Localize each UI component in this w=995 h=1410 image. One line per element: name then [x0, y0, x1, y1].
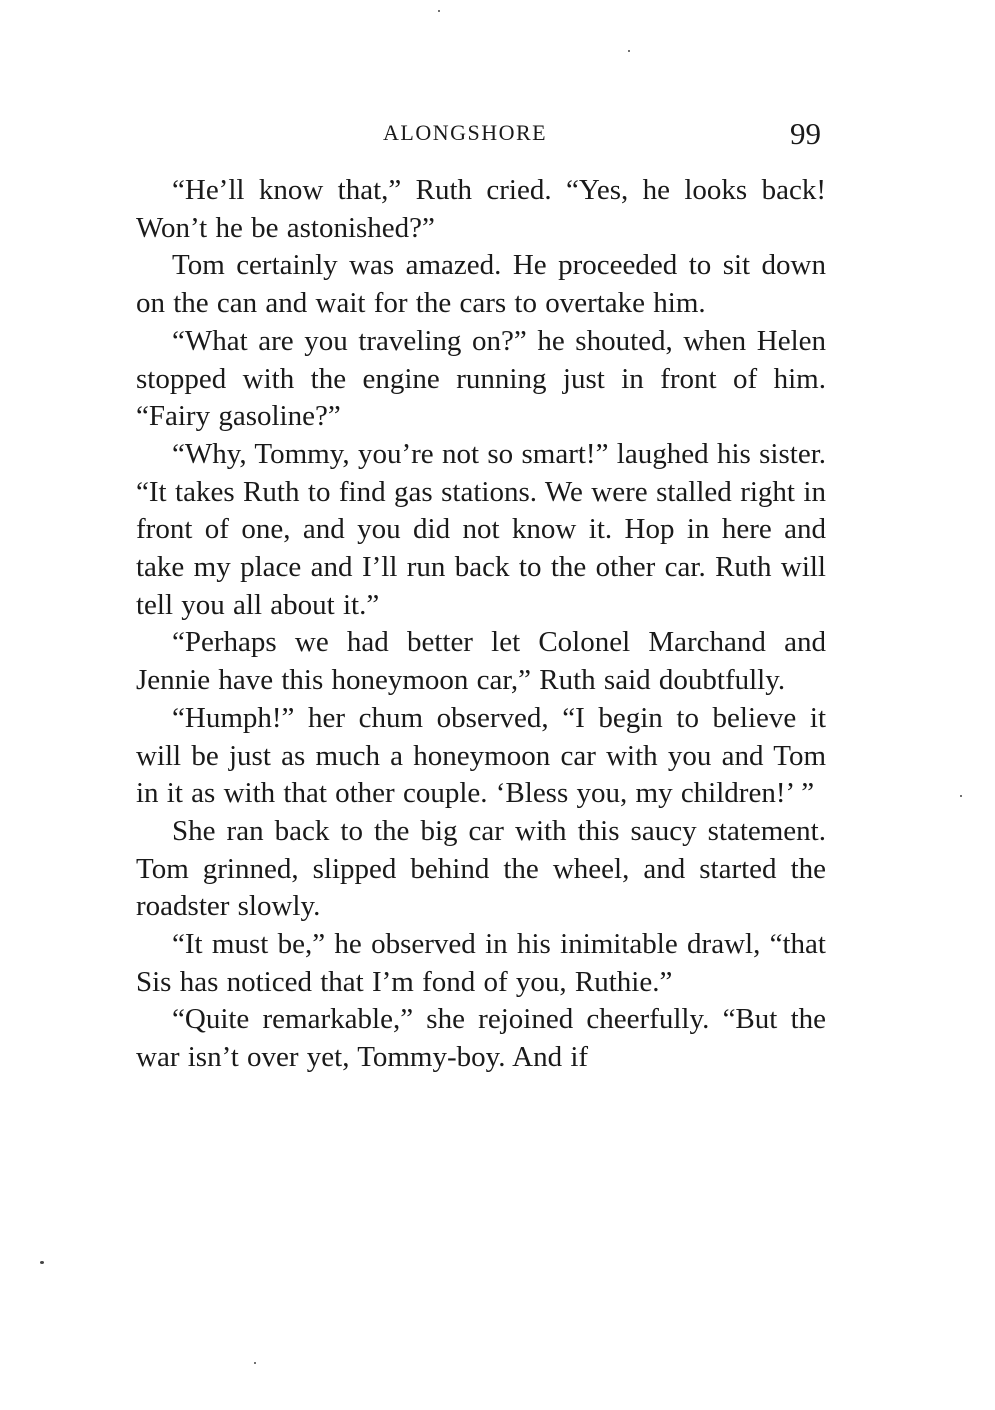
- print-speck: [628, 50, 630, 52]
- paragraph: “He’ll know that,” Ruth cried. “Yes, he looks back! Won’t he be astonished?”: [136, 174, 826, 244]
- paragraph: “Why, Tommy, you’re not so smart!” laughed his sister. “It takes Ruth to find gas stations. We were stalled right in front of one, and you did not know it. Hop in here and take my place and I’ll run back to the other car. Ruth will tell you all about it.”: [136, 437, 826, 621]
- body-text: [136, 172, 826, 1077]
- print-speck: [40, 1261, 44, 1264]
- paragraph: Tom certainly was amazed. He proceeded to sit down on the can and wait for the cars to overtake him.: [136, 249, 826, 320]
- print-speck: [438, 10, 440, 12]
- print-speck: [960, 795, 962, 797]
- paragraph: “Humph!” her chum observed, “I begin to believe it will be just as much a honeymoon car with you and Tom in it as with that other couple. ‘Bless you, my children!’ ”: [136, 701, 826, 810]
- paragraph: “Perhaps we had better let Colonel Marchand and Jennie have this honeymoon car,” Ruth said doubtfully.: [136, 626, 826, 697]
- print-speck: [254, 1362, 256, 1364]
- running-title: ALONGSHORE: [383, 120, 548, 145]
- paragraph: “Quite remarkable,” she rejoined cheerfully. “But the war isn’t over yet, Tommy-boy. And if: [136, 1003, 826, 1074]
- running-header: [0, 116, 995, 156]
- paragraph: “What are you traveling on?” he shouted, when Helen stopped with the engine running just in front of him. “Fairy gasoline?”: [136, 324, 826, 433]
- page-number: 99: [790, 116, 821, 151]
- paragraph: “It must be,” he observed in his inimitable drawl, “that Sis has noticed that I’m fond of you, Ruthie.”: [136, 928, 826, 998]
- paragraph: She ran back to the big car with this saucy statement. Tom grinned, slipped behind the wheel, and started the roadster slowly.: [136, 814, 826, 923]
